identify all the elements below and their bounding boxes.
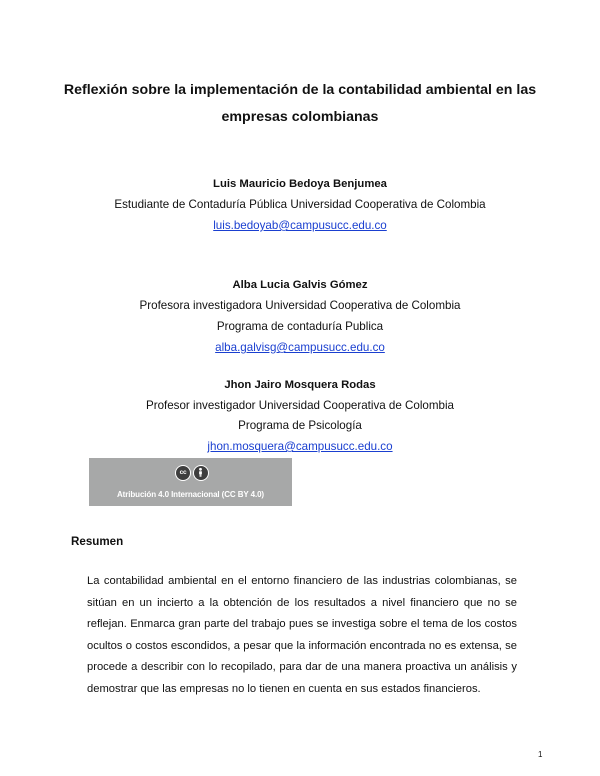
- author-1-name: Luis Mauricio Bedoya Benjumea: [213, 178, 387, 190]
- author-2-email-link[interactable]: alba.galvisg@campusucc.edu.co: [215, 341, 385, 354]
- cc-license-text: Atribución 4.0 Internacional (CC BY 4.0): [117, 490, 264, 499]
- author-2-email-line: [0, 341, 600, 355]
- page-number: 1: [538, 750, 543, 759]
- creative-commons-icon-glyph: cc: [179, 469, 187, 476]
- resumen-heading: Resumen: [71, 535, 124, 548]
- author-1-affiliation: Estudiante de Contaduría Pública Universidad Cooperativa de Colombia: [114, 198, 486, 211]
- paper-title-line-1: Reflexión sobre la implementación de la contabilidad ambiental en las: [63, 82, 537, 98]
- paper-title-line-2: empresas colombianas: [221, 109, 379, 125]
- author-2-affiliation: Profesora investigadora Universidad Cooperativa de Colombia: [139, 299, 461, 312]
- cc-license-banner[interactable]: [89, 458, 292, 506]
- creative-commons-icon: [175, 465, 191, 481]
- author-1-email-line: [0, 219, 600, 233]
- author-3-name: Jhon Jairo Mosquera Rodas: [224, 379, 376, 391]
- paper-title: [0, 80, 600, 127]
- author-3-email-link[interactable]: jhon.mosquera@campusucc.edu.co: [207, 440, 393, 453]
- author-3-affiliation: Profesor investigador Universidad Cooperativa de Colombia: [145, 399, 455, 412]
- author-1-email-link[interactable]: luis.bedoyab@campusucc.edu.co: [213, 219, 387, 232]
- author-2-program: Programa de contaduría Publica: [216, 320, 384, 333]
- abstract-paragraph: La contabilidad ambiental en el entorno financiero de las industrias colombianas, se sitúan en un incierto a la obtención de los resultados a nivel financiero que no se reflejan. Enmarca gran parte del trabajo pues se investiga sobre el tema de los costos ocultos o costos escondidos, a pesar que la información encontrada no es extensa, se procede a describir con lo recopilado, para dar de una manera proactiva un análisis y demostrar que las empresas no lo tienen en cuenta en sus estados financieros.: [87, 575, 517, 695]
- author-2-name: Alba Lucia Galvis Gómez: [232, 279, 368, 291]
- attribution-person-glyph: [194, 466, 207, 479]
- author-3-email-line: [0, 440, 600, 454]
- author-3-program: Programa de Psicología: [238, 419, 362, 432]
- attribution-person-icon: [193, 465, 209, 481]
